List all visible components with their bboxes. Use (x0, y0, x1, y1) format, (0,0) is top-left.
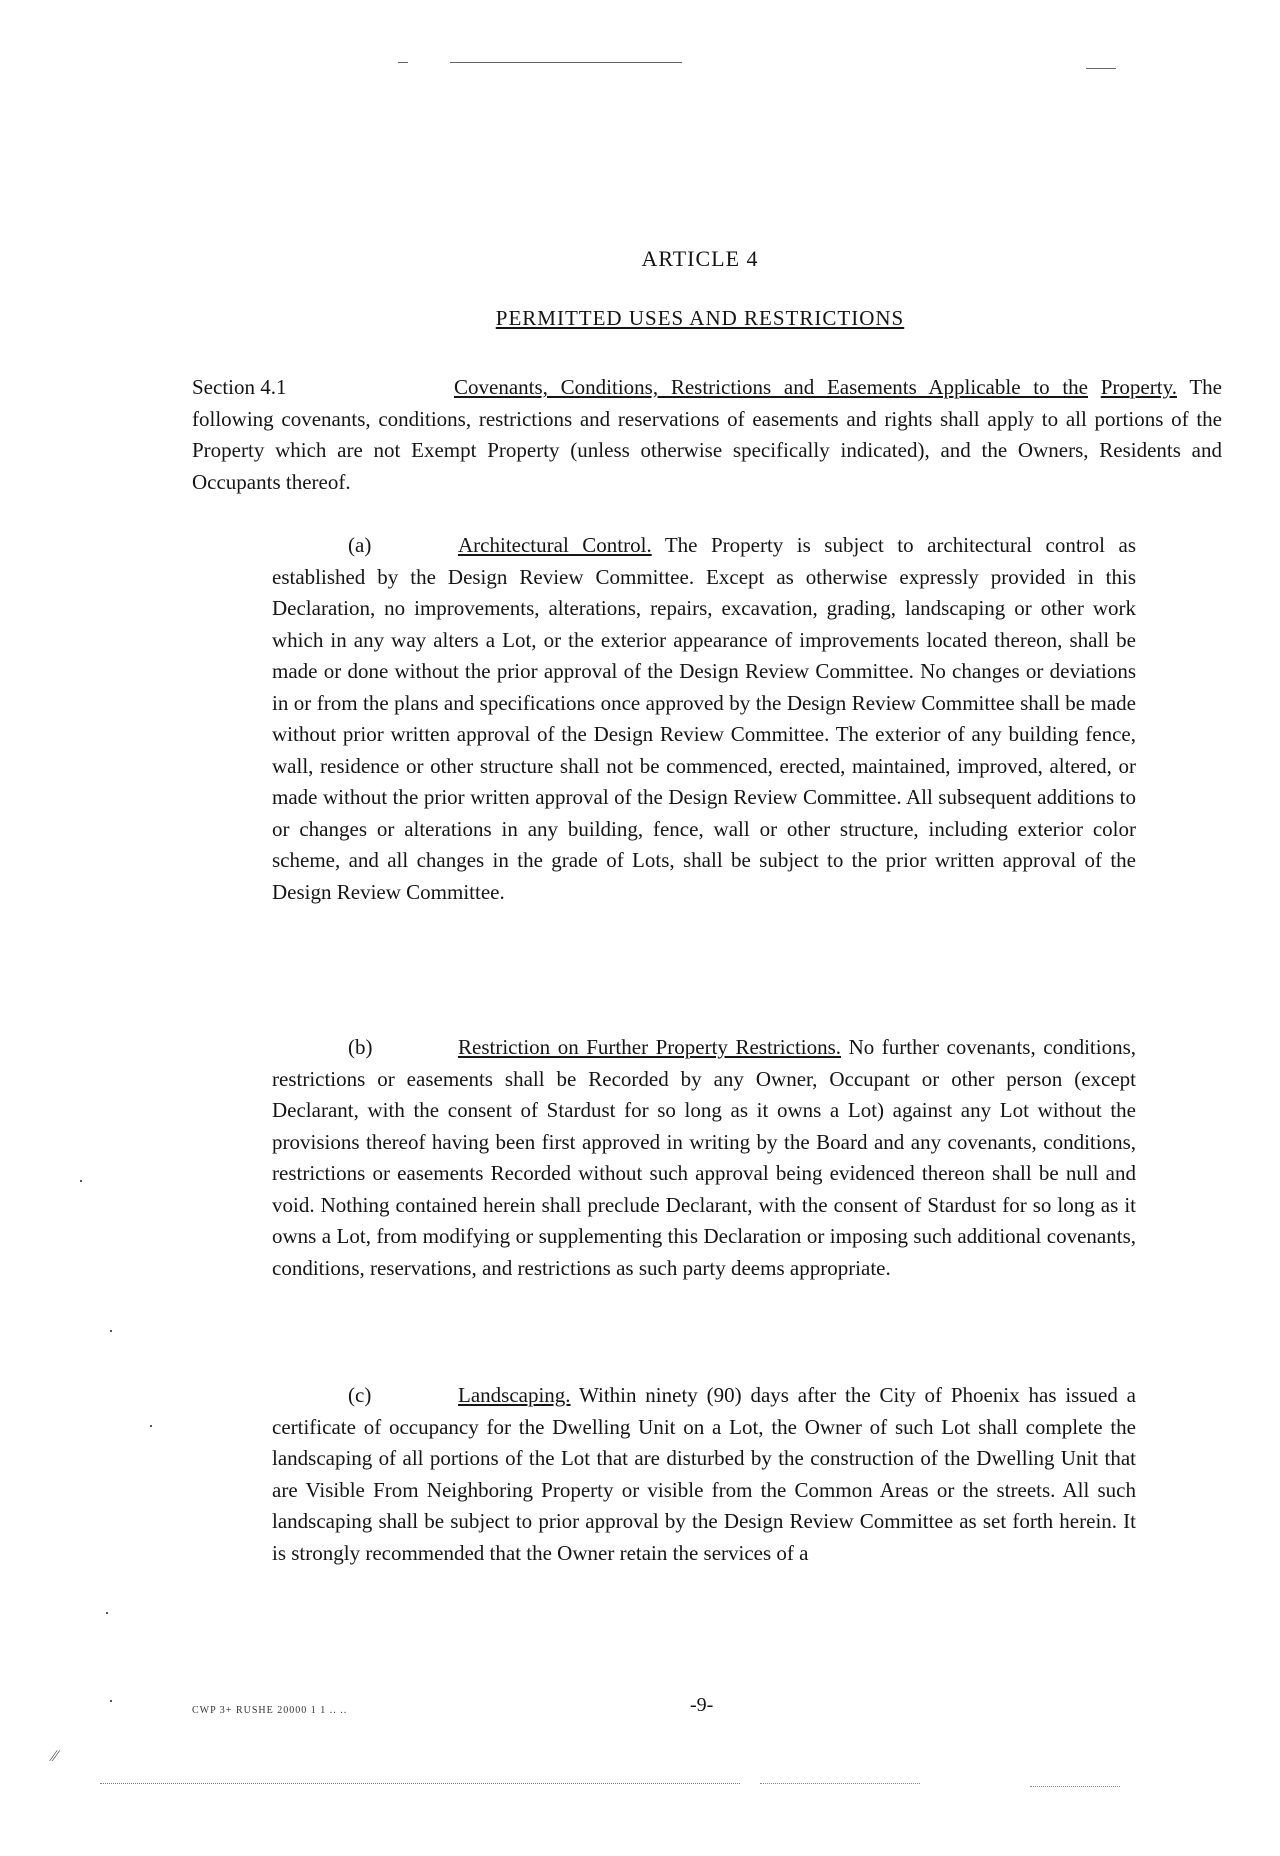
document-code: CWP 3+ RUSHE 20000 1 1 .. .. (192, 1705, 348, 1716)
subsection-label: (c) (348, 1383, 372, 1407)
subsection-heading: Restriction on Further Property Restrictions. (458, 1035, 842, 1059)
subsection-label: (a) (348, 533, 372, 557)
margin-mark: ⁄⁄ (52, 1748, 58, 1765)
section-heading-line2: Property. (1100, 375, 1177, 399)
subsection-text: The Property is subject to architectural control as established by the Design Review Committee. Except as otherwise expressly provided in this Declaration, no improvements, alterations, repairs, excavation, grading, landscaping or other work which in any way alters a Lot, or the exterior appearance of improvements located thereon, shall be made or done without the prior approval of the Design Review Committee. No changes or deviations in or from the plans and specifications once approved by the Design Review Committee shall be made without prior written approval of the Design Review Committee. The exterior of any building fence, wall, residence or other structure shall not be commenced, erected, maintained, improved, altered, or made without the prior written approval of the Design Review Committee. All subsequent additions to or changes or alterations in any building, fence, wall or other structure, including exterior color scheme, and all changes in the grade of Lots, shall be subject to the prior written approval of the Design Review Committee. (272, 533, 1137, 904)
subsection-c (272, 1380, 1136, 1569)
scan-speck (106, 1612, 108, 1614)
subsection-heading: Architectural Control. (458, 533, 652, 557)
scan-speck (80, 1180, 82, 1182)
section-4-1 (192, 372, 1222, 498)
article-title: ARTICLE 4 (641, 246, 759, 271)
scan-artifact-line (760, 1783, 920, 1784)
section-label: Section 4.1 (192, 375, 287, 399)
scan-artifact-line (1030, 1786, 1120, 1787)
subsection-b (272, 1032, 1136, 1284)
section-text: The following covenants, conditions, restrictions and reservations of easements and rights shall apply to all portions of the Property which are not Exempt Property (unless otherwise specifically indicated), and the Owners, Residents and Occupants thereof. (192, 375, 1222, 494)
scan-speck (110, 1330, 112, 1332)
scan-artifact-line (100, 1783, 740, 1784)
article-subtitle: PERMITTED USES AND RESTRICTIONS (495, 306, 905, 330)
scan-artifact-line (398, 62, 408, 63)
subsection-heading: Landscaping. (458, 1383, 571, 1407)
section-heading-line1: Covenants, Conditions, Restrictions and Easements Applicable to the (454, 375, 1088, 399)
subsection-label: (b) (348, 1035, 373, 1059)
scan-speck (110, 1700, 112, 1702)
subsection-a (272, 530, 1136, 908)
subsection-text: No further covenants, conditions, restrictions or easements shall be Recorded by any Owner, Occupant or other person (except Declarant, with the consent of Stardust for so long as it owns a Lot) against any Lot without the provisions thereof having been first approved in writing by the Board and any covenants, conditions, restrictions or easements Recorded without such approval being evidenced thereon shall be null and void. Nothing contained herein shall preclude Declarant, with the consent of Stardust for so long as it owns a Lot, from modifying or supplementing this Declaration or imposing such additional covenants, conditions, reservations, and restrictions as such party deems appropriate. (272, 1035, 1136, 1280)
scan-artifact-line (450, 62, 682, 63)
page-number: -9- (690, 1694, 714, 1716)
scan-artifact-line (1086, 68, 1116, 69)
scan-speck (150, 1425, 152, 1427)
subsection-text: Within ninety (90) days after the City of Phoenix has issued a certificate of occupancy for the Dwelling Unit on a Lot, the Owner of such Lot shall complete the landscaping of all portions of the Lot that are disturbed by the construction of the Dwelling Unit that are Visible From Neighboring Property or visible from the Common Areas or the streets. All such landscaping shall be subject to prior approval by the Design Review Committee as set forth herein. It is strongly recommended that the Owner retain the services of a (272, 1383, 1136, 1565)
